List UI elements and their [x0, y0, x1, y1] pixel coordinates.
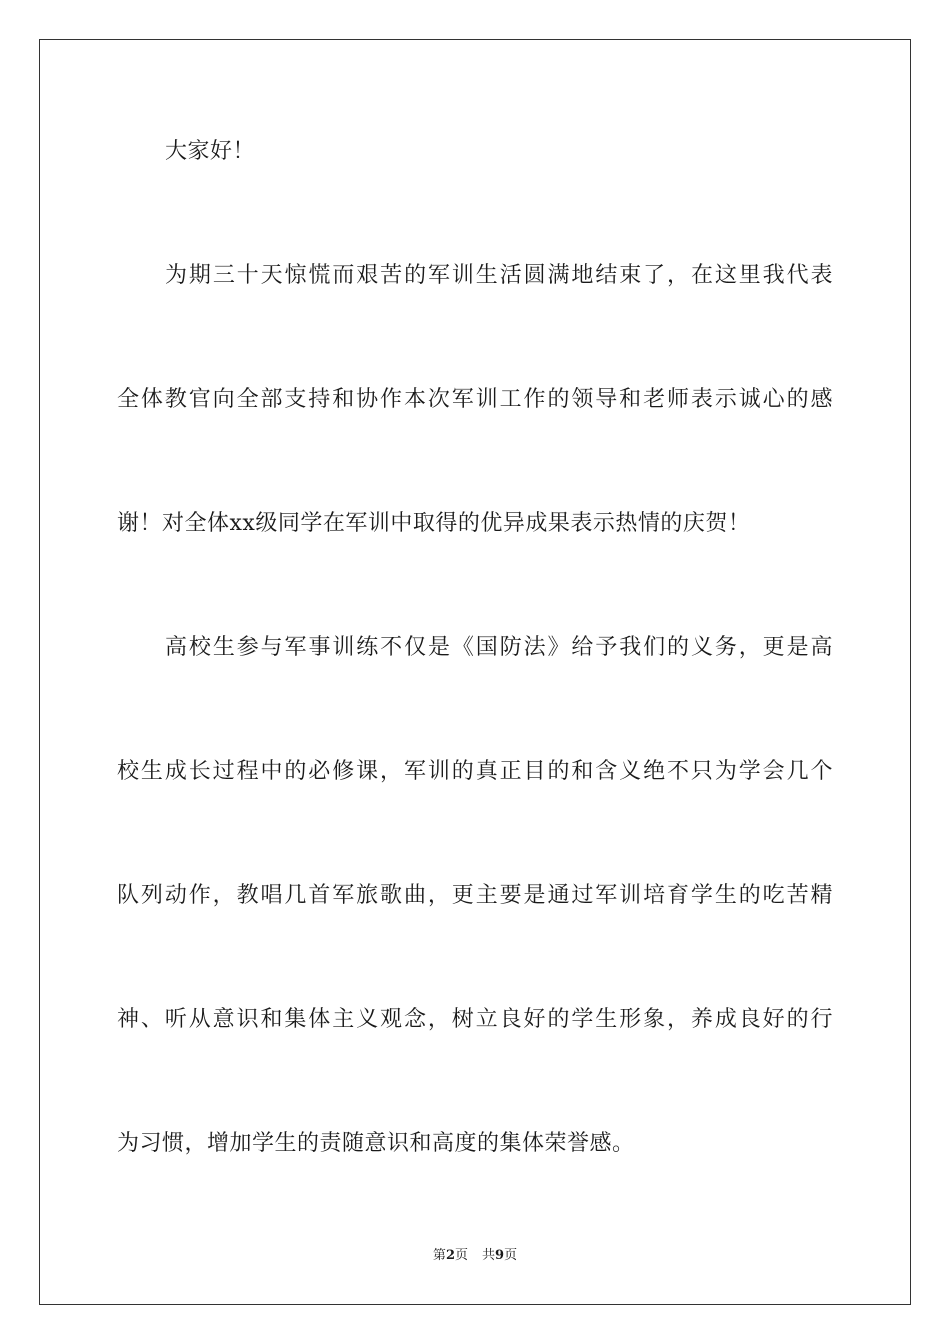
- current-page-number: 2: [445, 1248, 455, 1263]
- paragraph-1-line-3: 谢！对全体xx级同学在军训中取得的优异成果表示热情的庆贺！: [117, 511, 751, 536]
- total-page-number: 9: [495, 1248, 505, 1263]
- page-prefix: 第: [432, 1248, 446, 1263]
- page-footer: [0, 1247, 950, 1265]
- paragraph-2-line-4: 神、听从意识和集体主义观念，树立良好的学生形象，养成良好的行: [117, 1007, 833, 1032]
- paragraph-2-line-3: 队列动作，教唱几首军旅歌曲，更主要是通过军训培育学生的吃苦精: [117, 883, 833, 908]
- paragraph-1-line-2: 全体教官向全部支持和协作本次军训工作的领导和老师表示诚心的感: [117, 387, 833, 412]
- greeting-line: 大家好！: [165, 139, 256, 164]
- paragraph-2-line-1: 高校生参与军事训练不仅是《国防法》给予我们的义务，更是高: [165, 635, 833, 660]
- paragraph-2-line-5: 为习惯，增加学生的责随意识和高度的集体荣誉感。: [117, 1131, 635, 1156]
- paragraph-2-line-2: 校生成长过程中的必修课，军训的真正目的和含义绝不只为学会几个: [117, 759, 833, 784]
- page-border: [39, 39, 911, 1305]
- total-unit: 页: [504, 1248, 518, 1263]
- total-prefix: 共: [482, 1248, 496, 1263]
- paragraph-1-line-1: 为期三十天惊慌而艰苦的军训生活圆满地结束了，在这里我代表: [165, 263, 833, 288]
- page-unit: 页: [454, 1248, 468, 1263]
